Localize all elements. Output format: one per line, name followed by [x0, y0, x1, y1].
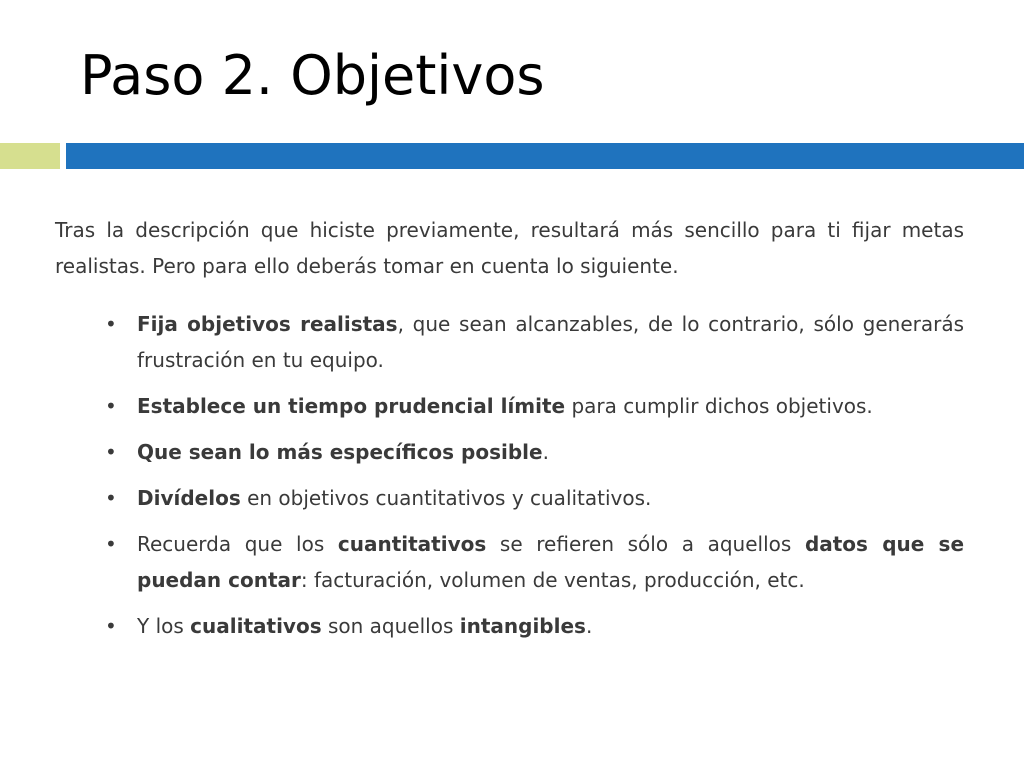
- bullet-text: Recuerda que los: [137, 532, 338, 556]
- bullet-icon: •: [105, 394, 117, 418]
- bullet-text: en objetivos cuantitativos y cualitativos.: [240, 486, 652, 510]
- bullet-item: [105, 388, 964, 424]
- bullet-list: [55, 306, 964, 644]
- slide-title: Paso 2. Objetivos: [80, 44, 545, 107]
- bullet-text: Y los: [137, 614, 191, 638]
- bullet-icon: •: [105, 614, 117, 638]
- slide-content: [55, 212, 964, 654]
- bullet-text: son aquellos: [321, 614, 460, 638]
- header-bar: [66, 143, 1024, 169]
- bullet-text: se refieren sólo a aquellos: [486, 532, 805, 556]
- bullet-bold-text: intangibles: [459, 614, 586, 638]
- bullet-bold-text: Establece un tiempo prudencial límite: [137, 394, 566, 418]
- accent-bar: [0, 143, 60, 169]
- bullet-item: [105, 480, 964, 516]
- bullet-item: [105, 608, 964, 644]
- bullet-bold-text: Que sean lo más específicos posible: [137, 440, 543, 464]
- bullet-text: .: [585, 614, 593, 638]
- intro-paragraph: Tras la descripción que hiciste previamente, resultará más sencillo para ti fijar metas realistas. Pero para ello deberás tomar en cuenta lo siguiente.: [55, 218, 964, 278]
- bullet-icon: •: [105, 440, 117, 464]
- bullet-icon: •: [105, 486, 117, 510]
- bullet-bold-text: cuantitativos: [337, 532, 487, 556]
- bullet-item: [105, 306, 965, 378]
- bullet-bold-text: cualitativos: [190, 614, 322, 638]
- bullet-text: , que sean alcanzables, de lo contrario, sólo generarás frustración en tu equipo.: [137, 312, 965, 372]
- bullet-item: [105, 526, 965, 598]
- bullet-icon: •: [105, 532, 117, 556]
- bullet-item: [105, 434, 964, 470]
- bullet-text: : facturación, volumen de ventas, producción, etc.: [300, 568, 805, 592]
- bullet-bold-text: Divídelos: [137, 486, 241, 510]
- bullet-icon: •: [105, 312, 117, 336]
- bullet-bold-text: Fija objetivos realistas: [137, 312, 398, 336]
- bullet-text: .: [542, 440, 549, 464]
- bullet-bold-text: datos que se puedan contar: [137, 532, 965, 592]
- bullet-text: para cumplir dichos objetivos.: [565, 394, 873, 418]
